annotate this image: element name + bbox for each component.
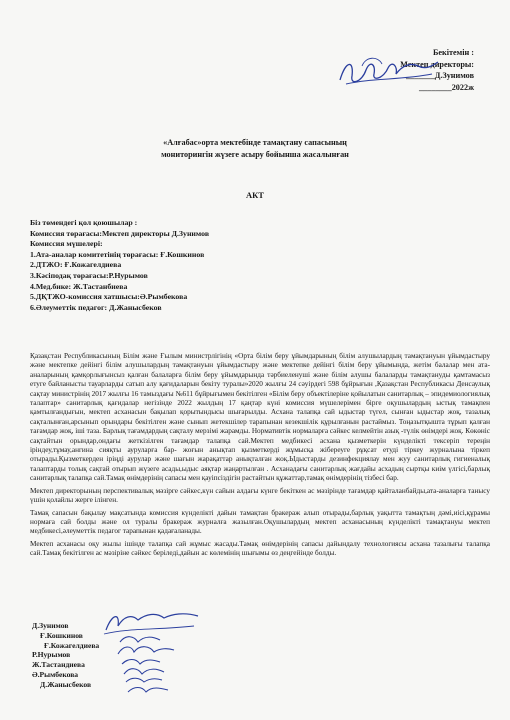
body-paragraph: Мектеп асханасы оқу жылы ішінде талапқа сай жұмыс жасады.Тамақ өнімдерінің сапасы дайындалу технологиясы асхана тазалығы талапқа сай.Тамақ бекітілген ас мәзіріне сәйкес беріледі,дайын ас көлемінің шығымы өз деңгейінде болды.: [30, 539, 490, 558]
signers-list: [32, 621, 99, 690]
approval-name: _______Д.Зунимов: [406, 71, 474, 80]
commission-members: [30, 218, 209, 313]
body-paragraph: Тамақ сапасын бақылау мақсатында комиссия күнделікті дайын тамақтан бракераж алып отырады,барлық уақытта тамақтың дәмі,иісі,құрамы нормаға сай болды және ол туралы бракераж журналға жазылған.Оқушылардың мектеп асханасының күнделікті тамақтануы мектеп медбикесі,әлеуметтік педагог тарапынан қадағаланады.: [30, 508, 490, 536]
approval-position: Мектеп директоры:: [400, 59, 474, 69]
signer-name: Ғ.Кожагелдиева: [44, 640, 100, 650]
commission-chair: Комиссия төрағасы:Мектеп директоры Д.Зунимов: [30, 228, 210, 238]
signer-name: Д.Зунимов: [32, 621, 69, 630]
act-body: [30, 352, 490, 559]
member-item: 4.Мед.бике: Ж.Тастанбиева: [30, 281, 128, 291]
signatures-handwritten: [98, 608, 208, 698]
signer-name: Ж.Тастандиева: [32, 660, 85, 670]
approval-label: Бекітемін :: [432, 48, 474, 57]
director-signature: [332, 52, 442, 92]
body-paragraph: Мектеп директорының перспективалық мәзірге сәйкес,күн сайын алдағы күнге бекіткен ас мәзірінде тағамдар қайталанбайды,ата-аналарға танысу үшін қолайлы жерге ілінген.: [30, 486, 490, 505]
title-line-1: «Алғабас»орта мектебінде тамақтану сапасының: [163, 138, 347, 147]
signer-name: Ә.Рымбекова: [32, 669, 79, 679]
member-item: 5.ДҚТЖО-комиссия хатшысы:Ә.Рымбекова: [30, 292, 188, 302]
members-heading: Комиссия мүшелері:: [30, 239, 103, 249]
approval-date: ________2022ж: [418, 82, 474, 92]
signer-name: Д.Жанысбеков: [40, 679, 92, 689]
title-line-2: мониторингін жүзеге асыру бойынша жасалынған: [161, 150, 349, 159]
body-paragraph: Қазақстан Республикасының Білім және Ғылым министрлігінің «Орта білім беру ұйымдарының білім алушылардың тамақтануын ұйымдастыру және мектепке дейінгі білім алушылардың тамақтануын ұйымдастыру және мектепке дейінгі білім беру ұйымында, жетім балалар мен ата-аналарының қамқорлығынсыз қалған балаларға білім беру ұйымдарында тәрбиеленуші және білім алушы балаларды тамақтануды қамтамасыз етуге байланысты тауарларды сатып алу қағидаларын бекіту туралы»2020 жылғы 24 сәуірдегі 598 бұйрығын ,Қазақстан Республикасы Денсаулық сақтау министрінің 2017 жылғы 16 тамыздағы №611 бұйрығымен бекітілген «Білім беру объектілеріне қойылатын санитарлық – эпидемиологиялық талаптар» санитарлық қағидалар негізінде 2022 жылдың 17 қаңтар күні комиссия мүшелерімен бірге оқушылардың ыстық тамақпен қамтылғандығын, мектеп асханасын бақылап қорытындысы шығарылды. Асхана талапқа сай ыдыстар түгел, сынған ыдыстар жоқ, тазалық сақталынған,арсынып орындары бекітілген және сынып жетекшілер тарапынан кезекшілік құрылғанын растаймыз. Тоңазытқышта тұрып қалған тағамдар жоқ, іші таза. Барлық тағамдардың сақталу мерзімі жарамды. Нормативтік нормаларға сәйкес келмейтін азық -түлік өнімдері жоқ. Көкөніс сақтайтын орындар,ондағы жеткізілген тағамдар талапқа сай.Мектеп медбикесі асхана қызметкерін күнделікті тексеріп тереңін іріндеу,тұмау,ангина сияқты ауруларға бар- жоғын анықтап қызметкерді жұмысқа жібереуге рұқсат етуді тіркеу журналына тіркеп отырады.Қызметкерден іріңді аурулар және шағын жарақаттар анықталған жоқ.Ыдыстарды дезинфекциялау мен жуу санитарлық гигиеналық талаптарды толық сақтай отырып жүзеге асады,ыдыс аяқтар жаңартылған . Асханадағы санитарлық жағдайы асхадың сыртқы киім үлгісі,барлық санитарлық талапқа сай.Тамақ өнімдерінің сапасы мен қауіпсіздігін растайтын құжаттар,тамақ өнімдерінің тізбесі бар.: [30, 352, 490, 483]
document-title: [90, 137, 420, 161]
document-type-heading: АКТ: [246, 190, 264, 200]
member-item: 2.ДТЖО: Ғ.Кожагелдиева: [30, 260, 122, 270]
members-intro: Біз төмендегі қол қоюшылар :: [30, 218, 138, 227]
signer-name: Ғ.Кошкинов: [40, 630, 83, 640]
member-item: 6.Әлеуметтік педагог: Д.Жанысбеков: [30, 302, 162, 312]
member-item: 1.Ата-аналар комитетінің төрағасы: Ғ.Кошкинов: [30, 249, 205, 259]
signer-name: Р.Нурымов: [32, 650, 71, 660]
member-item: 3.Кәсіподақ төрағасы:Р.Нурымов: [30, 270, 148, 280]
